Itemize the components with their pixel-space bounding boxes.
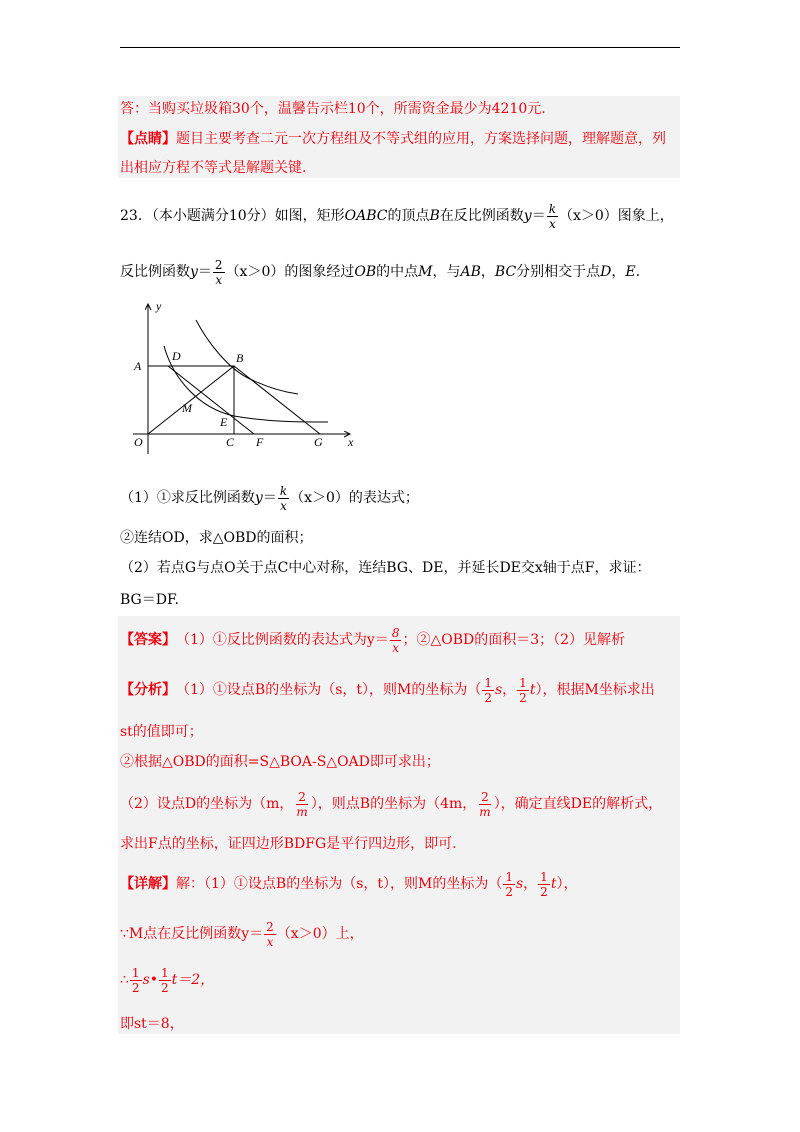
fraction-k-over-x: $\frac{k}{x}$ [279,483,288,513]
q-text: 的顶点 [387,208,430,224]
part-2-line-2: BG＝DF. [120,592,179,608]
q-text: （x＞0）的图象经过 [225,264,355,280]
fraction-2-over-x: $\frac{2}{x}$ [266,919,274,949]
analysis-line-5: 求出F点的坐标，证四边形BDFG是平行四边形，即可. [120,836,457,852]
question-line-2 [120,252,640,292]
answer-tag: 【答案】 [120,632,176,648]
fraction-2-over-m: $\frac{2}{m}$ [296,789,308,819]
q-text: 分别相交于点 [516,264,601,280]
detail-line-2 [120,914,364,954]
fraction-2-over-x: $\frac{2}{x}$ [214,257,223,287]
label-f: F [256,435,264,449]
tip-line-1 [120,129,666,149]
s-text: 解：（1）①设点B的坐标为（s，t），则M的坐标为（ [176,876,503,892]
label-m: M [182,401,192,415]
s-var: s• [142,972,159,988]
fraction-half: $\frac{1}{2}$ [131,965,140,995]
q-text: ， [611,264,626,280]
part-1-1 [120,478,419,518]
analysis-line-4 [120,784,662,824]
s-text: （1）①反比例函数的表达式为y＝ [176,632,389,648]
p-text: ＝ [262,490,277,506]
q-var: OABC [344,208,388,224]
label-y: y [156,299,162,313]
segment-df [168,366,254,434]
fraction-half: $\frac{1}{2}$ [484,675,492,705]
s-text: ∵M点在反比例函数y＝ [120,926,264,942]
s-var: t [529,682,536,698]
analysis-line-3: ②根据△OBD的面积=S△BOA-S△OAD即可求出； [120,754,440,770]
label-e: E [220,415,228,429]
s-text: ），则点B的坐标为（4m， [310,796,477,812]
s-var: s [515,876,524,892]
tip-tag: 【点睛】 [120,131,176,147]
answer-line [120,620,625,660]
s-text: （2）设点D的坐标为（m， [120,796,294,812]
q-text: ，与 [432,264,461,280]
fraction-2-over-m: $\frac{2}{m}$ [479,789,491,819]
s-text: ），根据M坐标求出 [535,682,655,698]
s-text: ），确定直线DE的解析式， [493,796,663,812]
q-text: ＝ [531,208,546,224]
label-b: B [236,351,244,365]
label-g: G [314,435,323,449]
q-var: D [600,264,612,280]
detail-line-4: 即st＝8， [120,1016,184,1032]
s-text: ）， [556,876,578,892]
s-text: ， [523,876,538,892]
label-x: x [348,435,354,449]
q-var: y [190,264,198,280]
segment-bg [234,366,320,434]
tip-text-1: 题目主要考查二元一次方程组及不等式组的应用，方案选择问题，理解题意，列 [176,131,666,147]
detail-line-3 [120,962,214,998]
s-text: ， [502,682,517,698]
label-c: C [226,435,235,449]
label-a: A [134,359,142,373]
q-text: （x＞0）图象上， [559,208,674,224]
q-text: 反比例函数 [120,264,190,280]
part-1-2: ②连结OD，求△OBD的面积； [120,530,313,546]
q-var: E [625,264,636,280]
q-text: . [635,264,641,280]
q-var: B [429,208,440,224]
geometry-figure [128,298,368,458]
q-text: 在反比例函数 [439,208,524,224]
question-line-1 [120,196,674,236]
fraction-k-over-x: $\frac{k}{x}$ [548,201,556,231]
s-text: （1）①设点B的坐标为（s，t），则M的坐标为（ [176,682,482,698]
q-var: M [418,264,433,280]
q-text: ， [480,264,495,280]
label-d: D [172,349,181,363]
fraction-half: $\frac{1}{2}$ [161,965,169,995]
q-var: BC [494,264,517,280]
q-var: y [523,208,532,224]
s-text: ；②△OBD的面积＝3；（2）见解析 [402,632,626,648]
p-text: （x＞0）的表达式； [290,490,419,506]
s-var: s [494,682,503,698]
tip-line-2: 出相应方程不等式是解题关键. [120,160,307,176]
fraction-8-over-x: $\frac{8}{x}$ [391,625,400,655]
prev-answer: 答：当购买垃圾箱30个，温馨告示栏10个，所需资金最少为4210元. [120,101,546,117]
header-rule [120,47,680,48]
fraction-half: $\frac{1}{2}$ [540,869,548,899]
q-text: 的中点 [376,264,419,280]
analysis-line-2: st的值即可； [120,724,203,740]
analysis-line-1 [120,672,655,708]
p-text: （1）①求反比例函数 [120,490,255,506]
curve-k-over-x [196,320,298,394]
detail-line-1 [120,866,577,902]
s-var: t [550,876,557,892]
analysis-tag: 【分析】 [120,682,176,698]
q-text: 23．（本小题满分10分）如图，矩形 [120,208,345,224]
fraction-half: $\frac{1}{2}$ [505,869,513,899]
fraction-half: $\frac{1}{2}$ [519,675,527,705]
s-text: ∴ [120,972,129,988]
s-var: t＝2， [171,972,215,988]
detail-tag: 【详解】 [120,876,176,892]
q-text: ＝ [197,264,212,280]
q-var: OB [354,264,377,280]
q-var: AB [460,264,481,280]
label-o: O [134,435,143,449]
part-2-line-1: （2）若点G与点O关于点C中心对称，连结BG、DE，并延长DE交x轴于点F，求证： [120,560,651,576]
p-var: y [254,490,263,506]
s-text: （x＞0）上， [276,926,364,942]
